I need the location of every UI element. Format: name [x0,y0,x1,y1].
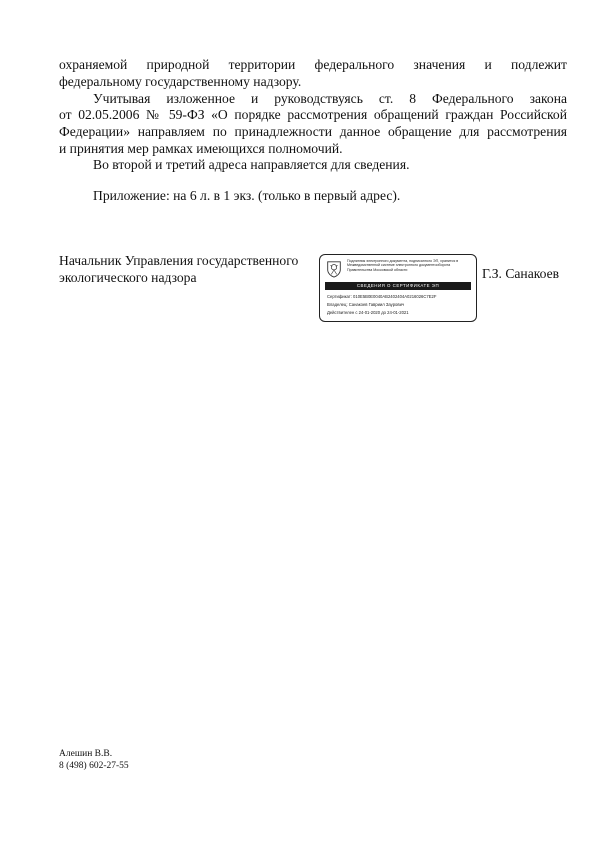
certificate-number: Сертификат: 010E5B0E0040AB2402404A0216026C7E2F [327,294,437,299]
paragraph-1-line-1: охраняемой природной территории федерального значения и подлежит [59,57,567,72]
contact-phone: 8 (498) 602-27-55 [59,761,129,771]
certificate-owner: Владелец: Санакоев Гавриил Заурович [327,302,405,307]
attachment-note: Приложение: на 6 л. в 1 экз. (только в первый адрес). [93,188,401,203]
paragraph-2-line-2: от 02.05.2006 № 59-ФЗ «О порядке рассмотрения обращений граждан Российской [59,107,567,122]
electronic-signature-stamp [319,254,477,322]
paragraph-2-line-1: Учитывая изложенное и руководствуясь ст. 8 Федерального закона [93,91,567,106]
certificate-validity: Действителен с 24-01-2020 до 24-01-2021 [327,310,409,315]
paragraph-1-line-2: федеральному государственному надзору. [59,74,302,89]
contact-name: Алешин В.В. [59,749,113,759]
signatory-title: Начальник Управления государственного экологического надзора [59,253,299,285]
paragraph-2-line-4: и принятия мер рамках имеющихся полномочий. [59,141,343,156]
stamp-note: Подлинник электронного документа, подписанного ЭП, хранится в Межведомственной системе электронного документооборота Правительства Московской области [347,259,459,272]
signer-name: Г.З. Санакоев [482,266,560,281]
paragraph-3: Во второй и третий адреса направляется для сведения. [93,157,410,172]
certificate-band: СВЕДЕНИЯ О СЕРТИФИКАТЕ ЭП [325,282,471,290]
coat-of-arms-icon [325,260,343,278]
paragraph-2-line-3: Федерации» направляем по принадлежности данное обращение для рассмотрения [59,124,567,139]
